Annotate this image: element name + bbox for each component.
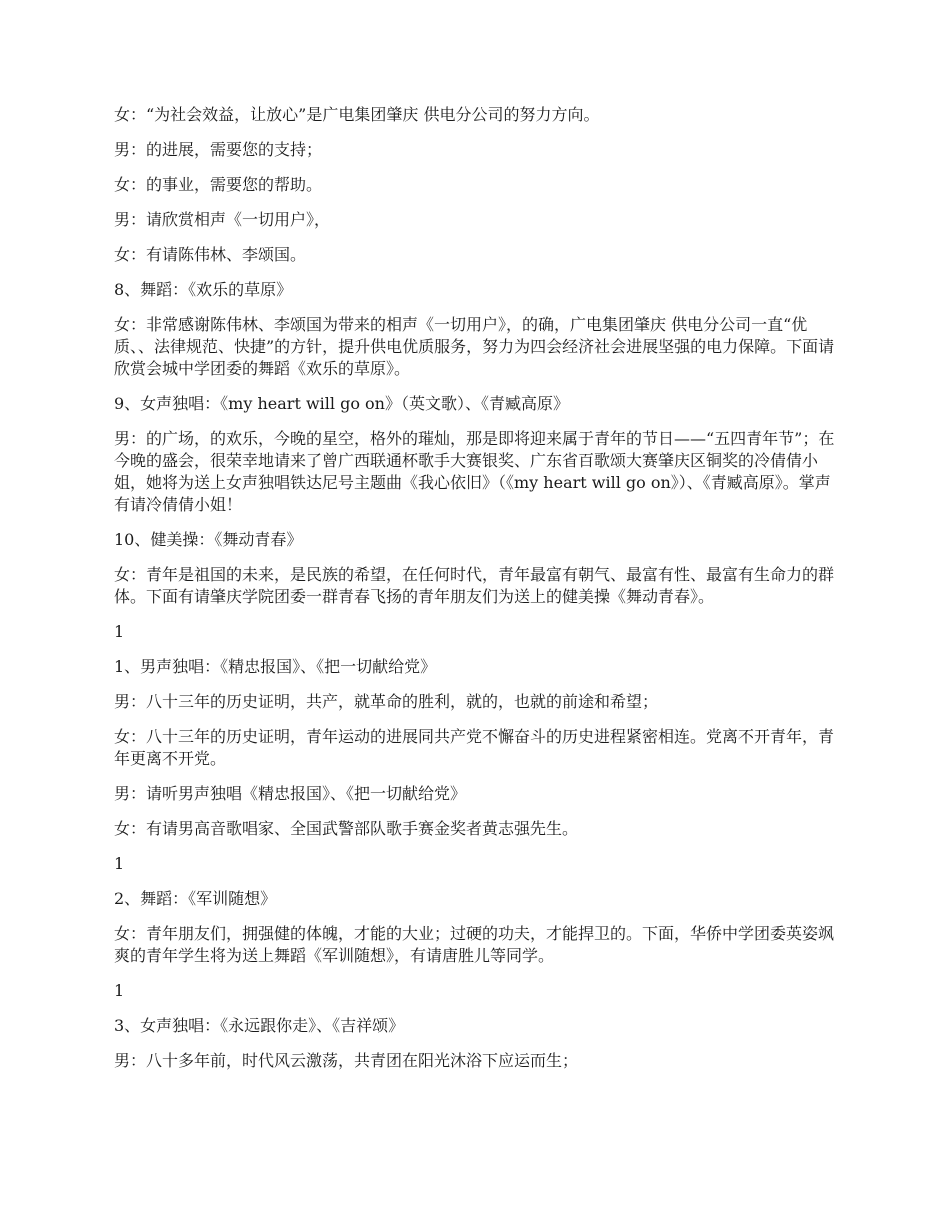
dialogue-line: 女：“为社会效益，让放心”是广电集团肇庆 供电分公司的努力方向。	[114, 105, 600, 124]
program-item-heading: 10、健美操：《舞动青春》	[114, 530, 303, 549]
section-number: 1	[114, 622, 125, 641]
dialogue-line: 男：八十三年的历史证明，共产，就革命的胜利，就的，也就的前途和希望；	[114, 692, 659, 711]
dialogue-line: 女：的事业，需要您的帮助。	[114, 175, 323, 194]
program-item-heading: 2、舞蹈：《军训随想》	[114, 889, 277, 908]
dialogue-line: 女：有请男高音歌唱家、全国武警部队歌手赛金奖者黄志强先生。	[114, 819, 579, 838]
dialogue-line: 男：的进展，需要您的支持；	[114, 140, 323, 159]
section-number: 1	[114, 854, 125, 873]
dialogue-line: 男：的广场，的欢乐，今晚的星空，格外的璀灿，那是即将迎来属于青年的节日——“五四青年节”；在今晚的盛会，很荣幸地请来了曾广西联通杯歌手大赛银奖、广东省百歌颂大赛肇庆区铜奖的冷倩倩小姐，她将为送上女声独唱铁达尼号主题曲《我心依旧》（《my heart will go on》）、《青臧高原》。掌声有请冷倩倩小姐！	[114, 429, 835, 514]
dialogue-line: 女：有请陈伟林、李颂国。	[114, 245, 307, 264]
dialogue-line: 女：青年朋友们，拥强健的体魄，才能的大业；过硬的功夫，才能捍卫的。下面，华侨中学团委英姿飒爽的青年学生将为送上舞蹈《军训随想》，有请唐胜儿等同学。	[114, 924, 835, 965]
dialogue-line: 女：非常感谢陈伟林、李颂国为带来的相声《一切用户》，的确，广电集团肇庆 供电分公司一直“优质、、法律规范、快捷”的方针，提升供电优质服务，努力为四会经济社会进展坚强的电力保障。下面请欣赏会城中学团委的舞蹈《欢乐的草原》。	[114, 315, 835, 378]
section-number: 1	[114, 981, 125, 1000]
dialogue-line: 女：青年是祖国的未来，是民族的希望，在任何时代，青年最富有朝气、最富有性、最富有生命力的群体。下面有请肇庆学院团委一群青春飞扬的青年朋友们为送上的健美操《舞动青春》。	[114, 565, 835, 606]
program-item-heading: 9、女声独唱：《my heart will go on》（英文歌）、《青臧高原》	[114, 394, 569, 413]
dialogue-line: 女：八十三年的历史证明，青年运动的进展同共产党不懈奋斗的历史进程紧密相连。党离不开青年，青年更离不开党。	[114, 727, 835, 768]
dialogue-line: 男：请欣赏相声《一切用户》，	[114, 210, 331, 229]
program-item-heading: 3、女声独唱：《永远跟你走》、《吉祥颂》	[114, 1016, 405, 1035]
program-item-heading: 8、舞蹈：《欢乐的草原》	[114, 280, 293, 299]
program-item-heading: 1、男声独唱：《精忠报国》、《把一切献给党》	[114, 657, 437, 676]
dialogue-line: 男：八十多年前，时代风云激荡，共青团在阳光沐浴下应运而生；	[114, 1051, 579, 1070]
dialogue-line: 男：请听男声独唱《精忠报国》、《把一切献给党》	[114, 784, 467, 803]
document-body	[114, 104, 840, 1085]
